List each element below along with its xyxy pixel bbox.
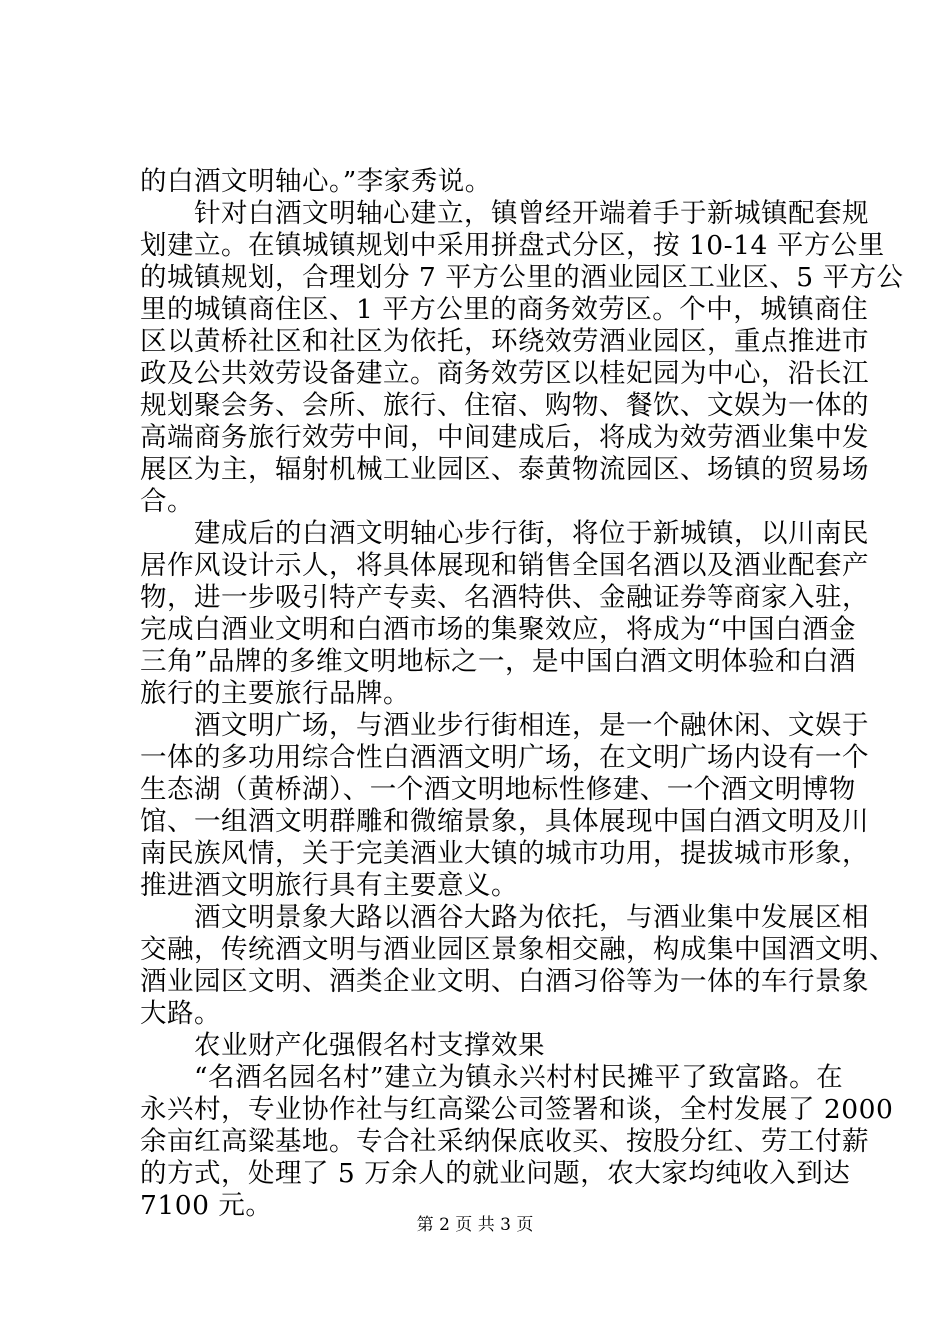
text-line: 酒业园区文明、酒类企业文明、白酒习俗等为一体的车行景象 [140, 966, 869, 997]
text-line: 合。 [140, 486, 194, 517]
text-line: 居作风设计示人，将具体展现和销售全国名酒以及酒业配套产 [140, 550, 869, 581]
text-line: 的方式，处理了 5 万余人的就业问题，农大家均纯收入到达 [140, 1158, 851, 1189]
text-line: 旅行的主要旅行品牌。 [140, 678, 410, 709]
text-line: 三角”品牌的多维文明地标之一，是中国白酒文明体验和白酒 [140, 646, 857, 677]
text-line: 建成后的白酒文明轴心步行街，将位于新城镇，以川南民 [140, 518, 869, 549]
text-line: 区以黄桥社区和社区为依托，环绕效劳酒业园区，重点推进市 [140, 326, 869, 357]
text-line: 南民族风情，关于完美酒业大镇的城市功用，提拔城市形象， [140, 838, 869, 869]
text-line: 推进酒文明旅行具有主要意义。 [140, 870, 518, 901]
text-line: 政及公共效劳设备建立。商务效劳区以桂妃园为中心，沿长江 [140, 358, 869, 389]
text-line: 高端商务旅行效劳中间，中间建成后，将成为效劳酒业集中发 [140, 422, 869, 453]
text-line: “名酒名园名村”建立为镇永兴村村民摊平了致富路。在 [140, 1062, 844, 1093]
text-line: 划建立。在镇城镇规划中采用拼盘式分区，按 10-14 平方公里 [140, 230, 885, 261]
text-line: 馆、一组酒文明群雕和微缩景象，具体展现中国白酒文明及川 [140, 806, 869, 837]
text-line: 7100 元。 [140, 1190, 273, 1221]
text-line: 酒文明景象大路以酒谷大路为依托，与酒业集中发展区相 [140, 902, 869, 933]
body-text [140, 166, 904, 1222]
text-line: 永兴村，专业协作社与红高粱公司签署和谈，全村发展了 2000 [140, 1094, 894, 1125]
text-line: 的城镇规划，合理划分 7 平方公里的酒业园区工业区、5 平方公 [140, 262, 904, 293]
text-line: 大路。 [140, 998, 221, 1029]
text-line: 展区为主，辐射机械工业园区、泰黄物流园区、场镇的贸易场 [140, 454, 869, 485]
text-line: 针对白酒文明轴心建立，镇曾经开端着手于新城镇配套规 [140, 198, 869, 229]
text-line: 农业财产化强假名村支撑效果 [140, 1030, 545, 1061]
page-number-footer: 第 2 页 共 3 页 [416, 1215, 534, 1235]
text-line: 的白酒文明轴心。”李家秀说。 [140, 166, 492, 197]
text-line: 余亩红高粱基地。专合社采纳保底收买、按股分红、劳工付薪 [140, 1126, 869, 1157]
text-line: 生态湖（黄桥湖）、一个酒文明地标性修建、一个酒文明博物 [140, 774, 856, 805]
text-line: 里的城镇商住区、1 平方公里的商务效劳区。个中，城镇商住 [140, 294, 869, 325]
text-line: 完成白酒业文明和白酒市场的集聚效应，将成为“中国白酒金 [140, 614, 857, 645]
text-line: 酒文明广场，与酒业步行街相连，是一个融休闲、文娱于 [140, 710, 869, 741]
text-line: 一体的多功用综合性白酒酒文明广场，在文明广场内设有一个 [140, 742, 869, 773]
text-line: 物，进一步吸引特产专卖、名酒特供、金融证券等商家入驻， [140, 582, 869, 613]
text-line: 规划聚会务、会所、旅行、住宿、购物、餐饮、文娱为一体的 [140, 390, 869, 421]
text-line: 交融，传统酒文明与酒业园区景象相交融，构成集中国酒文明、 [140, 934, 896, 965]
